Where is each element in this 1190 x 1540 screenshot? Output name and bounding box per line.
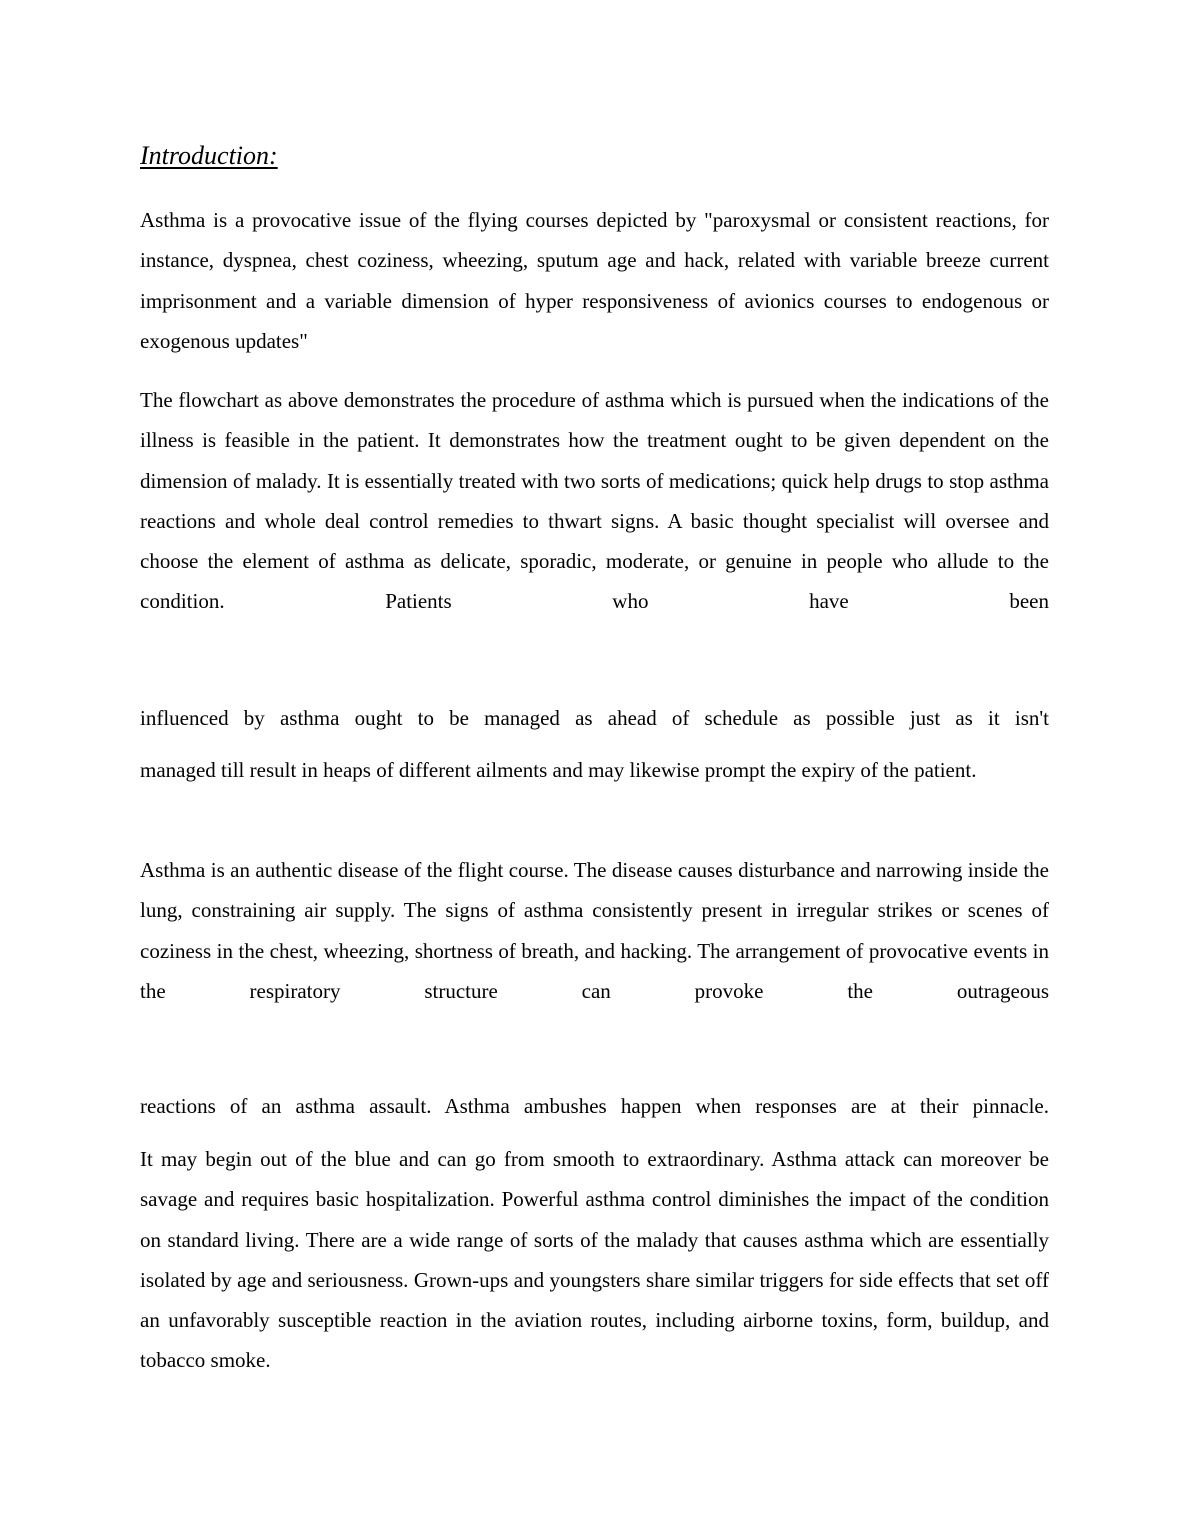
paragraph-assault-line: reactions of an asthma assault. Asthma ambushes happen when responses are at their pinnacle. (140, 1094, 1049, 1118)
section-heading: Introduction: (140, 141, 278, 170)
paragraph-continuation: managed till result in heaps of different ailments and may likewise prompt the expiry of the patient. (140, 758, 977, 782)
paragraph-disease: Asthma is an authentic disease of the flight course. The disease causes disturbance and narrowing inside the lung, constraining air supply. The signs of asthma consistently present in irregular strikes or scenes of coziness in the chest, wheezing, shortness of breath, and hacking. The arrangement of provocative events in the respiratory structure can provoke the outrageous (140, 858, 1049, 1003)
paragraph-flowchart: The flowchart as above demonstrates the procedure of asthma which is pursued when the indications of the illness is feasible in the patient. It demonstrates how the treatment ought to be given dependent on the dimension of malady. It is essentially treated with two sorts of medications; quick help drugs to stop asthma reactions and whole deal control remedies to thwart signs. A basic thought specialist will oversee and choose the element of asthma as delicate, sporadic, moderate, or genuine in people who allude to the condition. Patients who have been (140, 388, 1049, 614)
paragraph-attack: It may begin out of the blue and can go from smooth to extraordinary. Asthma attack can moreover be savage and requires basic hospitalization. Powerful asthma control diminishes the impact of the condition on standard living. There are a wide range of sorts of the malady that causes asthma which are essentially isolated by age and seriousness. Grown-ups and youngsters share similar triggers for side effects that set off an unfavorably susceptible reaction in the aviation routes, including airborne toxins, form, buildup, and tobacco smoke. (140, 1147, 1049, 1373)
paragraph-continuation-line: influenced by asthma ought to be managed as ahead of schedule as possible just as it isn't (140, 706, 1049, 730)
paragraph-definition: Asthma is a provocative issue of the flying courses depicted by "paroxysmal or consistent reactions, for instance, dyspnea, chest coziness, wheezing, sputum age and hack, related with variable breeze current imprisonment and a variable dimension of hyper responsiveness of avionics courses to endogenous or exogenous updates" (140, 208, 1049, 353)
